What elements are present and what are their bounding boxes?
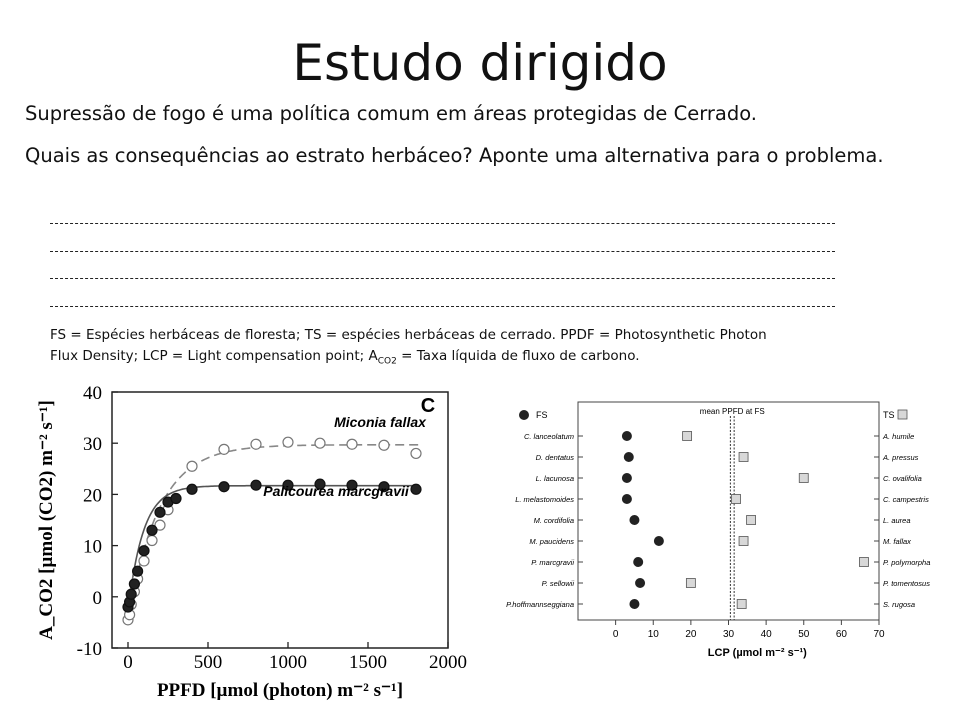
ts-species-label: L. aurea bbox=[883, 516, 911, 525]
answer-line bbox=[50, 251, 835, 252]
caption-subscript: CO2 bbox=[377, 356, 397, 367]
x-tick-label: 10 bbox=[647, 629, 659, 640]
fs-species-label: L. melastomoides bbox=[515, 495, 574, 504]
question-1: Supressão de fogo é uma política comum em áreas protegidas de Cerrado. bbox=[25, 102, 757, 125]
fs-point bbox=[635, 578, 645, 588]
fs-point bbox=[654, 536, 664, 546]
ts-species-label: S. rugosa bbox=[883, 600, 916, 609]
x-tick-label: 40 bbox=[760, 629, 772, 640]
legend-ts-marker bbox=[898, 410, 907, 419]
data-point bbox=[379, 440, 389, 450]
y-axis-label: A_CO2 [µmol (CO2) m⁻² s⁻¹] bbox=[36, 400, 57, 640]
data-point bbox=[411, 448, 421, 458]
x-tick-label: 0 bbox=[123, 652, 133, 673]
fs-point bbox=[622, 494, 632, 504]
fs-point bbox=[622, 473, 632, 483]
fs-species-label: P.hoffmannseggiana bbox=[506, 600, 574, 609]
data-point bbox=[347, 439, 357, 449]
fs-point bbox=[624, 452, 634, 462]
y-tick-label: 10 bbox=[83, 536, 102, 558]
legend-ts-label: TS bbox=[883, 410, 895, 420]
panel-label: C bbox=[420, 395, 436, 417]
ts-species-label: C. campestris bbox=[883, 495, 929, 504]
ts-species-label: P. polymorpha bbox=[883, 558, 931, 567]
fs-species-label: M. paucidens bbox=[529, 537, 574, 546]
plot-frame bbox=[112, 392, 448, 648]
data-point bbox=[147, 535, 157, 545]
ts-point bbox=[683, 432, 692, 441]
ts-point bbox=[747, 516, 756, 525]
fit-curve-miconia bbox=[128, 445, 419, 622]
slide-title: Estudo dirigido bbox=[292, 34, 668, 92]
fs-point bbox=[633, 557, 643, 567]
x-axis-label: LCP (µmol m⁻² s⁻¹) bbox=[707, 647, 807, 659]
data-point bbox=[133, 566, 143, 576]
ts-point bbox=[799, 474, 808, 483]
data-point bbox=[187, 461, 197, 471]
y-tick-label: 20 bbox=[83, 485, 102, 507]
lcp-comparison-chart bbox=[480, 388, 931, 659]
data-point bbox=[219, 482, 229, 492]
data-point bbox=[171, 493, 181, 503]
ts-point bbox=[739, 537, 748, 546]
ts-species-label: A. pressus bbox=[883, 453, 919, 462]
series-label: Palicourea marcgravii bbox=[263, 483, 409, 499]
fs-species-label: P. sellowii bbox=[541, 579, 574, 588]
data-point bbox=[187, 484, 197, 494]
data-point bbox=[283, 437, 293, 447]
fs-point bbox=[622, 431, 632, 441]
photosynthesis-light-response-chart bbox=[0, 370, 470, 720]
series-label: Miconia fallax bbox=[334, 414, 426, 430]
caption-line-2-prefix: Flux Density; LCP = Light compensation point; A bbox=[50, 348, 378, 364]
x-tick-label: 500 bbox=[193, 652, 223, 673]
ts-point bbox=[859, 558, 868, 567]
fs-point bbox=[629, 599, 639, 609]
ts-species-label: C. ovalifolia bbox=[883, 474, 922, 483]
x-tick-label: 1000 bbox=[269, 652, 307, 673]
x-tick-label: 70 bbox=[873, 629, 885, 640]
data-point bbox=[219, 444, 229, 454]
x-tick-label: 1500 bbox=[349, 652, 387, 673]
data-point bbox=[315, 438, 325, 448]
ts-species-label: P. tomentosus bbox=[883, 579, 930, 588]
data-point bbox=[147, 525, 157, 535]
x-tick-label: 20 bbox=[685, 629, 697, 640]
data-point bbox=[411, 484, 421, 494]
y-tick-label: 0 bbox=[92, 587, 102, 609]
ts-point bbox=[732, 495, 741, 504]
x-tick-label: 0 bbox=[612, 629, 619, 640]
data-point bbox=[129, 579, 139, 589]
y-tick-label: 30 bbox=[83, 434, 102, 456]
figure-caption bbox=[50, 325, 910, 373]
y-tick-label: -10 bbox=[76, 639, 102, 660]
fs-point bbox=[629, 515, 639, 525]
answer-line bbox=[50, 223, 835, 224]
fs-species-label: C. lanceolatum bbox=[523, 432, 574, 441]
ts-species-label: A. humile bbox=[883, 432, 915, 441]
ts-point bbox=[686, 579, 695, 588]
caption-line-2-suffix: = Taxa líquida de fluxo de carbono. bbox=[396, 348, 640, 364]
mean-ppfd-annotation: mean PPFD at FS bbox=[699, 407, 765, 416]
answer-line bbox=[50, 278, 835, 279]
data-point bbox=[155, 507, 165, 517]
legend-fs-marker bbox=[519, 410, 529, 420]
question-2: Quais as consequências ao estrato herbáceo? Aponte uma alternativa para o problema. bbox=[25, 144, 884, 167]
fs-species-label: D. dentatus bbox=[535, 453, 574, 462]
ts-species-label: M. fallax bbox=[883, 537, 911, 546]
ts-point bbox=[739, 453, 748, 462]
ts-point bbox=[737, 600, 746, 609]
y-tick-label: 40 bbox=[83, 383, 102, 404]
legend-fs-label: FS bbox=[536, 410, 548, 420]
data-point bbox=[139, 556, 149, 566]
fs-species-label: L. lacunosa bbox=[535, 474, 574, 483]
x-tick-label: 30 bbox=[722, 629, 735, 640]
answer-line bbox=[50, 306, 835, 307]
fs-species-label: M. cordifolia bbox=[533, 516, 574, 525]
fs-species-label: P. marcgravii bbox=[531, 558, 574, 567]
caption-line-1: FS = Espécies herbáceas de floresta; TS = espécies herbáceas de cerrado. PPDF = Photosynthetic Photon bbox=[50, 327, 767, 343]
data-point bbox=[251, 480, 261, 490]
data-point bbox=[126, 589, 136, 599]
x-tick-label: 50 bbox=[798, 629, 810, 640]
data-point bbox=[139, 546, 149, 556]
x-tick-label: 60 bbox=[835, 629, 847, 640]
x-tick-label: 2000 bbox=[429, 652, 467, 673]
x-axis-label: PPFD [µmol (photon) m⁻² s⁻¹] bbox=[156, 680, 404, 701]
data-point bbox=[251, 439, 261, 449]
